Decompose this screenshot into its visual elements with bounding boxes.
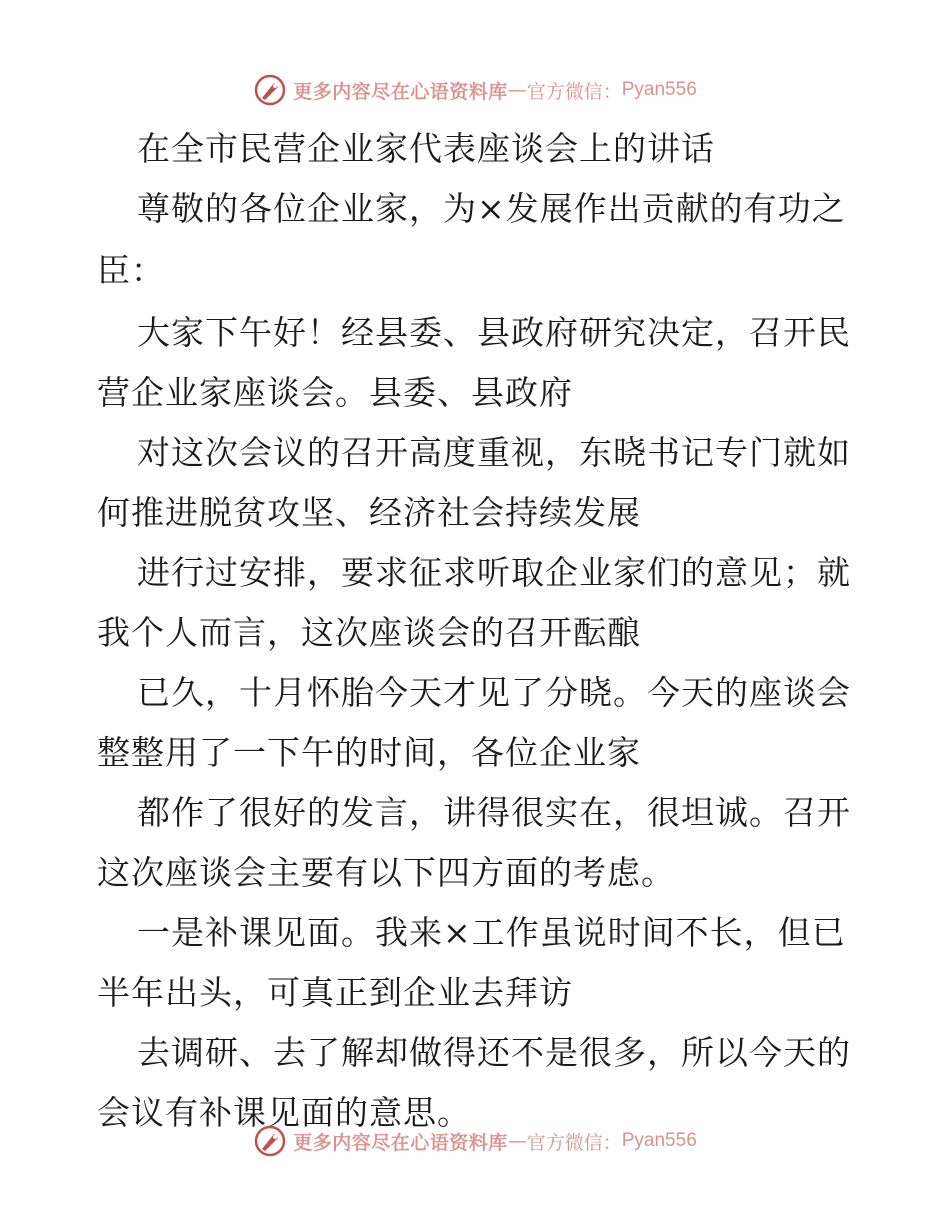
banner-dash: — <box>507 79 527 101</box>
text-line: 去调研、去了解却做得还不是很多，所以今天的 <box>137 1033 851 1072</box>
footer-watermark-banner <box>0 1121 950 1161</box>
banner-wechat-id: Pyan556 <box>621 79 697 100</box>
banner-main-text: 更多内容尽在心语资料库 <box>293 1131 508 1154</box>
pen-nib-seal-icon <box>253 73 287 107</box>
text-line: 对这次会议的召开高度重视，东晓书记专门就如 <box>137 433 851 472</box>
text-line: 一是补课见面。我来×工作虽说时间不长，但已 <box>137 913 846 952</box>
text-line: 半年出头，可真正到企业去拜访 <box>97 973 573 1012</box>
text-line: 都作了很好的发言，讲得很实在，很坦诚。召开 <box>137 793 851 832</box>
text-line: 会议有补课见面的意思。 <box>97 1093 471 1132</box>
document-title: 在全市民营企业家代表座谈会上的讲话 <box>137 129 715 168</box>
text-line: 进行过安排，要求征求听取企业家们的意见；就 <box>137 553 851 592</box>
banner-sub-text: 官方微信： <box>526 1131 622 1154</box>
text-line: 已久，十月怀胎今天才见了分晓。今天的座谈会 <box>137 673 851 712</box>
pen-nib-seal-icon <box>253 1124 287 1158</box>
text-line: 臣： <box>97 251 165 290</box>
text-line: 这次座谈会主要有以下四方面的考虑。 <box>97 853 675 892</box>
document-body <box>97 120 853 1142</box>
text-line: 营企业家座谈会。县委、县政府 <box>97 373 573 412</box>
text-line: 整整用了一下午的时间，各位企业家 <box>97 733 641 772</box>
header-watermark-banner <box>0 70 950 110</box>
banner-main-text: 更多内容尽在心语资料库 <box>293 80 508 103</box>
text-line: 我个人而言，这次座谈会的召开酝酿 <box>97 613 641 652</box>
text-line: 何推进脱贫攻坚、经济社会持续发展 <box>97 493 641 532</box>
text-line: 尊敬的各位企业家，为×发展作出贡献的有功之 <box>137 189 846 228</box>
banner-sub-text: 官方微信： <box>526 80 622 103</box>
text-line: 大家下午好！经县委、县政府研究决定，召开民 <box>137 313 851 352</box>
banner-dash: — <box>507 1130 527 1152</box>
banner-wechat-id: Pyan556 <box>621 1130 697 1151</box>
